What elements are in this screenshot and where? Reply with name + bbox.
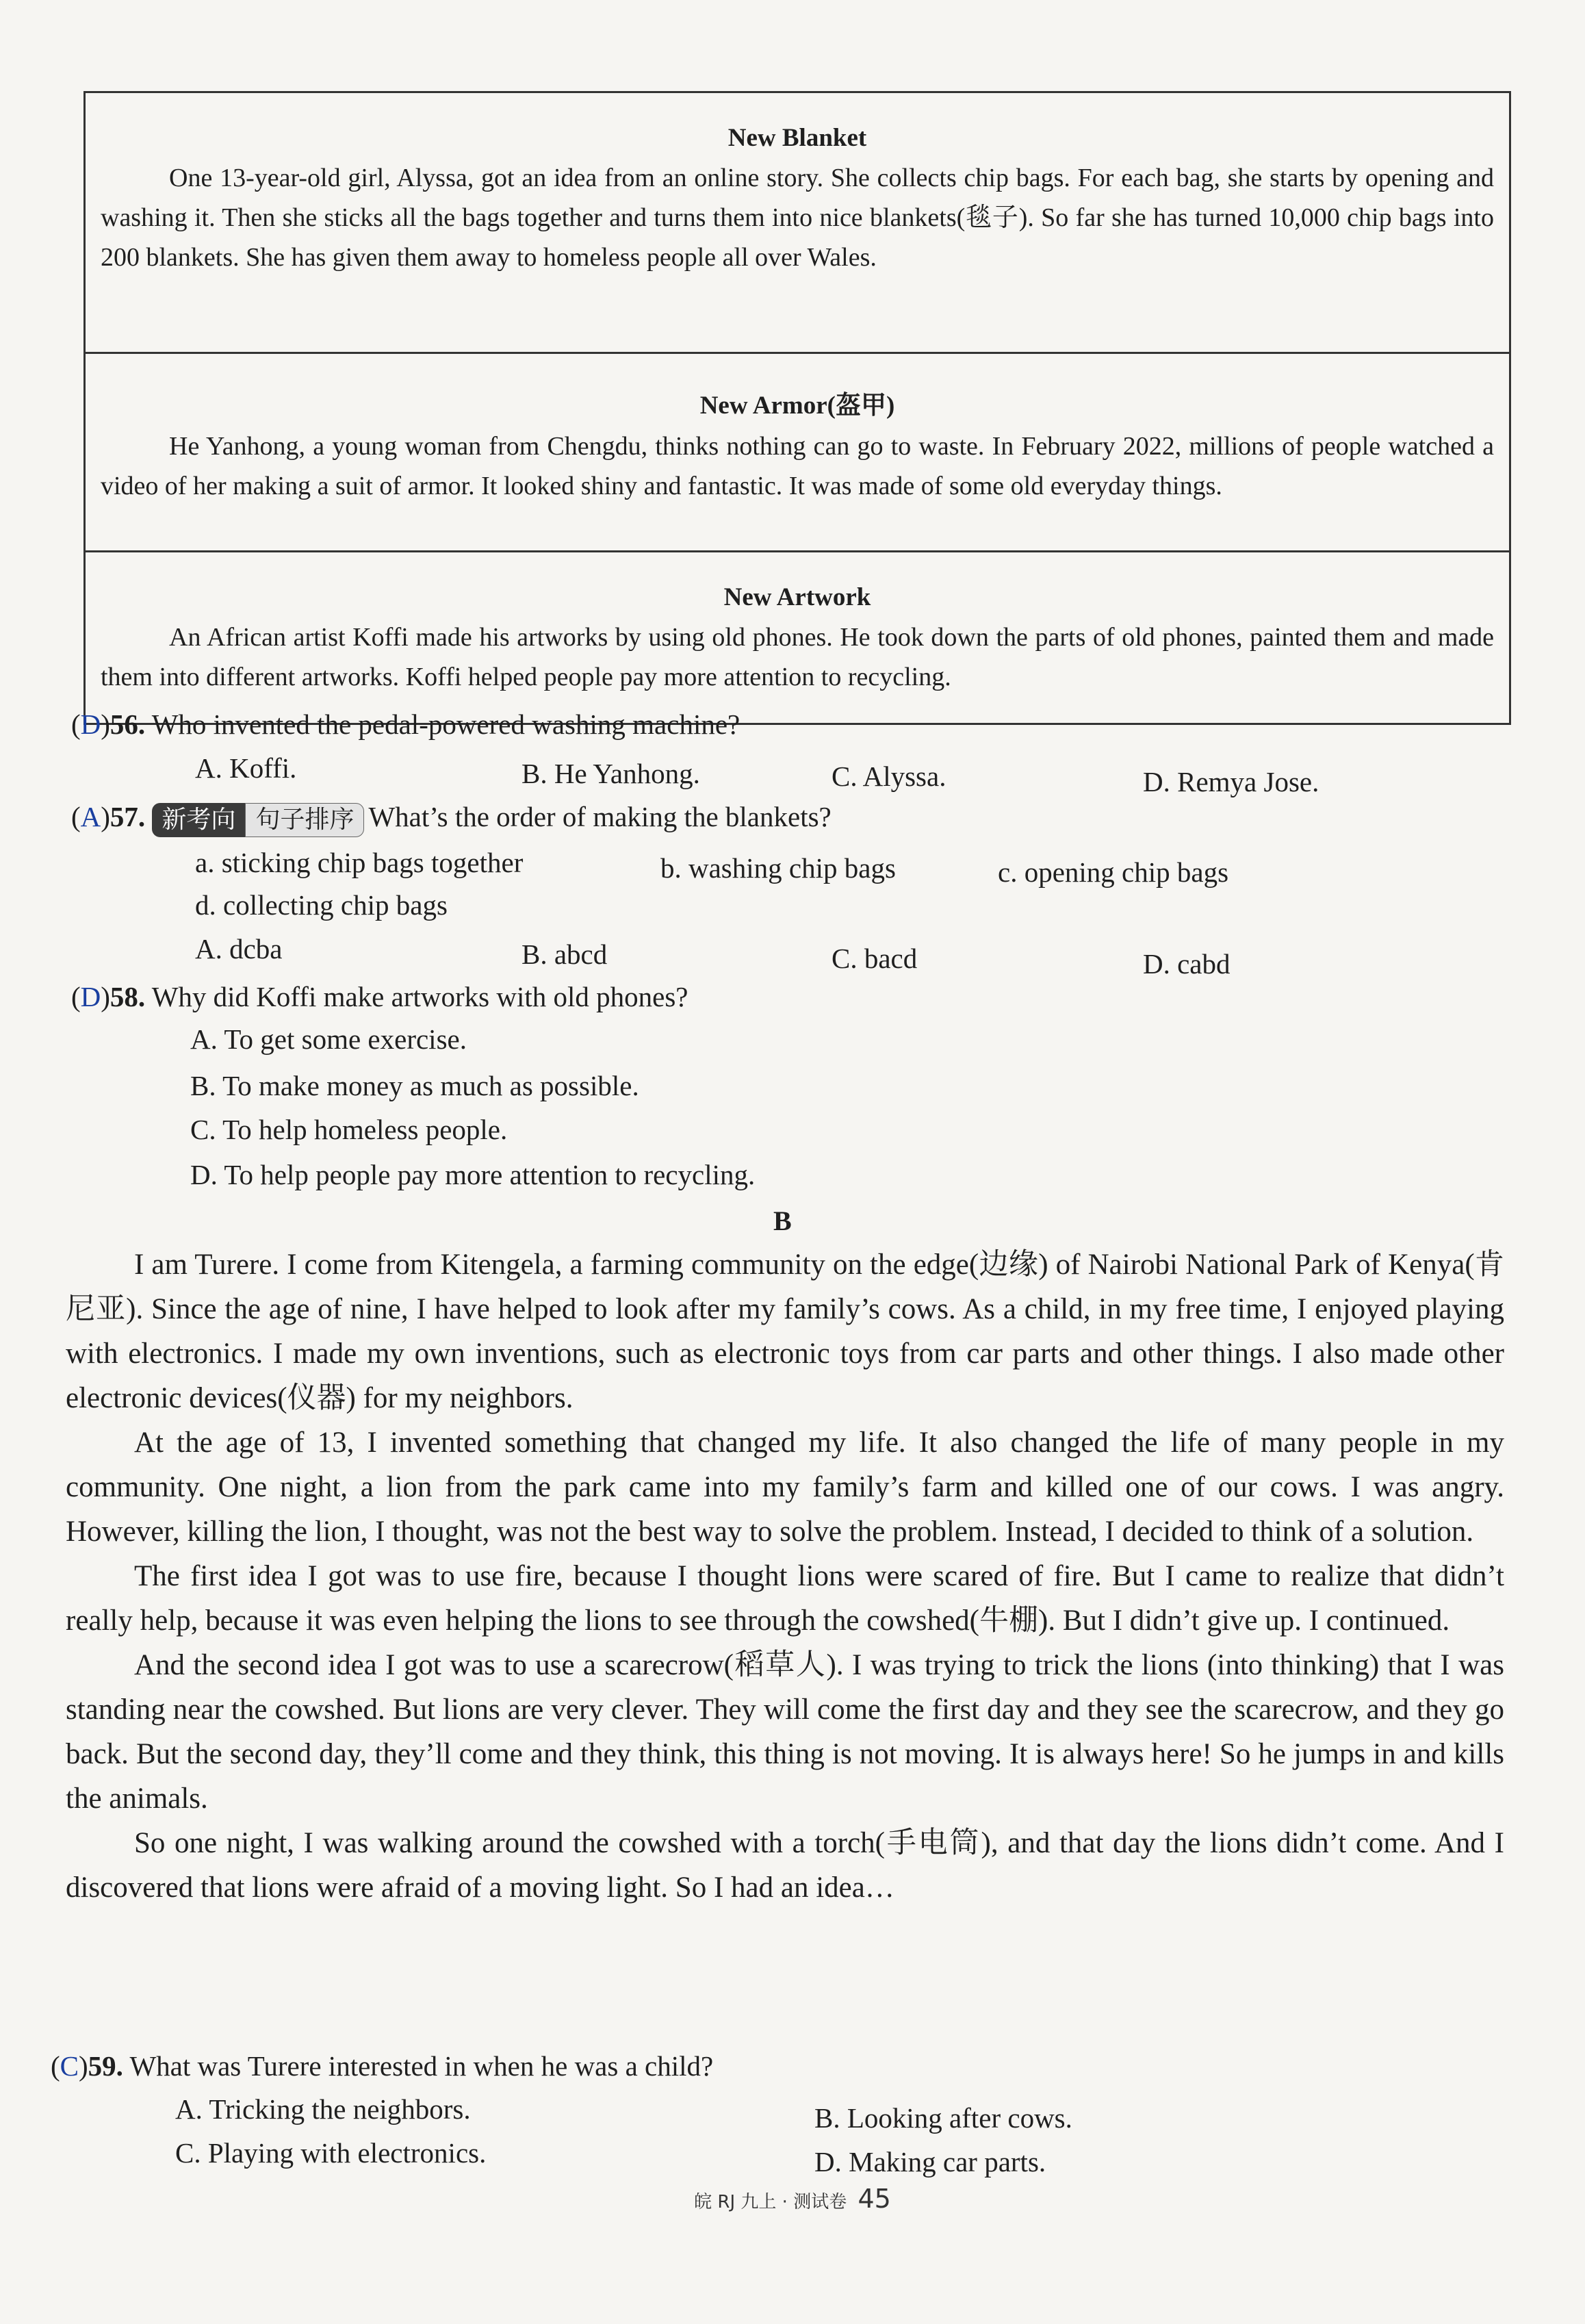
box-title: New Artwork: [723, 583, 871, 611]
option-b: B. abcd: [521, 938, 608, 970]
question-stem: Why did Koffi make artworks with old phones?: [151, 981, 688, 1012]
tag-new-trend: 新考向: [152, 803, 245, 837]
section-b-label: B: [773, 1205, 792, 1236]
footer-label: 皖 RJ 九上 · 测试卷: [694, 2192, 847, 2212]
option-b: B. Looking after cows.: [814, 2102, 1072, 2134]
tag-sentence-order: 句子排序: [245, 803, 364, 837]
question-number: 58.: [109, 981, 146, 1012]
box-text: One 13-year-old girl, Alyssa, got an idea from an online story. She collects chip bags. For each bag, she starts by opening and washing it. Then she sticks all the bags together and turns them into nice blankets(毯子). So far she has turned 10,000 chip bags into 200 blankets. She has given them away to homeless people all over Wales.: [101, 164, 1494, 272]
option-b: B. He Yanhong.: [521, 758, 700, 789]
box-new-blanket: [86, 93, 1509, 352]
answer-56: D: [80, 708, 101, 740]
option-c: C. Alyssa.: [832, 761, 946, 792]
option-a: A. dcba: [195, 933, 283, 965]
page-number: 45: [858, 2184, 891, 2214]
question-stem: Who invented the pedal-powered washing machine?: [151, 708, 740, 740]
passage-paragraph: And the second idea I got was to use a scarecrow(稻草人). I was trying to trick the lions (into thinking) that I was standing near the cowshed. But lions are very clever. They will come the first day and they see the scarecrow, and they go back. But the second day, they’ll come and they think, this thing is not moving. It is always here! So he jumps in and kills the animals.: [66, 1649, 1504, 1815]
box-new-armor: [86, 352, 1509, 550]
question-58: (D)58. Why did Koffi make artworks with old phones?: [71, 981, 688, 1012]
question-number: 57.: [109, 801, 146, 832]
passage-paragraph: The first idea I got was to use fire, because I thought lions were scared of fire. But I came to realize that didn’t really help, because it was even helping the lions to see through the cowshed(牛棚). But I didn’t give up. I continued.: [66, 1560, 1504, 1637]
question-stem: What’s the order of making the blankets?: [368, 801, 832, 832]
answer-59: C: [60, 2050, 79, 2082]
question-59: (C)59. What was Turere interested in when he was a child?: [51, 2050, 714, 2082]
box-new-artwork: [86, 550, 1509, 723]
question-number: 59.: [88, 2050, 123, 2082]
box-title: New Blanket: [727, 124, 867, 152]
option-b: B. To make money as much as possible.: [190, 1070, 639, 1101]
answer-57: A: [80, 801, 101, 832]
box-text: He Yanhong, a young woman from Chengdu, thinks nothing can go to waste. In February 2022, millions of people watched a video of her making a suit of armor. It looked shiny and fantastic. It was made of some old everyday things.: [101, 432, 1494, 500]
reading-boxes: [83, 91, 1511, 725]
answer-58: D: [80, 981, 101, 1012]
passage-paragraph: I am Turere. I come from Kitengela, a farming community on the edge(边缘) of Nairobi National Park of Kenya(肯尼亚). Since the age of nine, I have helped to look after my family’s cows. As a child, in my free time, I enjoyed playing with electronics. I made my own inventions, such as electronic toys from car parts and other things. I also made other electronic devices(仪器) for my neighbors.: [66, 1249, 1504, 1414]
option-d: D. To help people pay more attention to recycling.: [190, 1159, 756, 1190]
question-56: (D)56. Who invented the pedal-powered washing machine?: [71, 708, 740, 740]
question-57: (A)57. 新考向 句子排序 What’s the order of making the blankets?: [71, 797, 832, 837]
option-c: C. bacd: [832, 943, 918, 974]
option-a: A. Tricking the neighbors.: [175, 2093, 471, 2125]
item-d: d. collecting chip bags: [195, 889, 448, 921]
passage-paragraph: At the age of 13, I invented something that changed my life. It also changed the life of many people in my community. One night, a lion from the park came into my family’s farm and killed one of our cows. I was angry. However, killing the lion, I thought, was not the best way to solve the problem. Instead, I decided to think of a solution.: [66, 1427, 1504, 1548]
passage-b: [66, 1242, 1504, 1910]
item-c: c. opening chip bags: [998, 856, 1229, 888]
item-b: b. washing chip bags: [660, 852, 896, 884]
item-a: a. sticking chip bags together: [195, 847, 524, 878]
option-d: D. Remya Jose.: [1143, 766, 1319, 797]
question-number: 56.: [109, 708, 146, 740]
question-stem: What was Turere interested in when he was a child?: [129, 2050, 714, 2082]
option-a: A. Koffi.: [195, 752, 297, 784]
option-a: A. To get some exercise.: [190, 1023, 467, 1055]
page-footer: [0, 2184, 1585, 2214]
passage-paragraph: So one night, I was walking around the cowshed with a torch(手电筒), and that day the lions didn’t come. And I discovered that lions were afraid of a moving light. So I had an idea…: [66, 1827, 1504, 1904]
option-c: C. Playing with electronics.: [175, 2137, 487, 2169]
box-text: An African artist Koffi made his artworks by using old phones. He took down the parts of old phones, painted them and made them into different artworks. Koffi helped people pay more attention to recycling.: [101, 623, 1494, 691]
option-d: D. Making car parts.: [814, 2146, 1046, 2178]
box-title: New Armor(盔甲): [699, 392, 895, 420]
option-d: D. cabd: [1143, 948, 1230, 980]
option-c: C. To help homeless people.: [190, 1114, 508, 1145]
